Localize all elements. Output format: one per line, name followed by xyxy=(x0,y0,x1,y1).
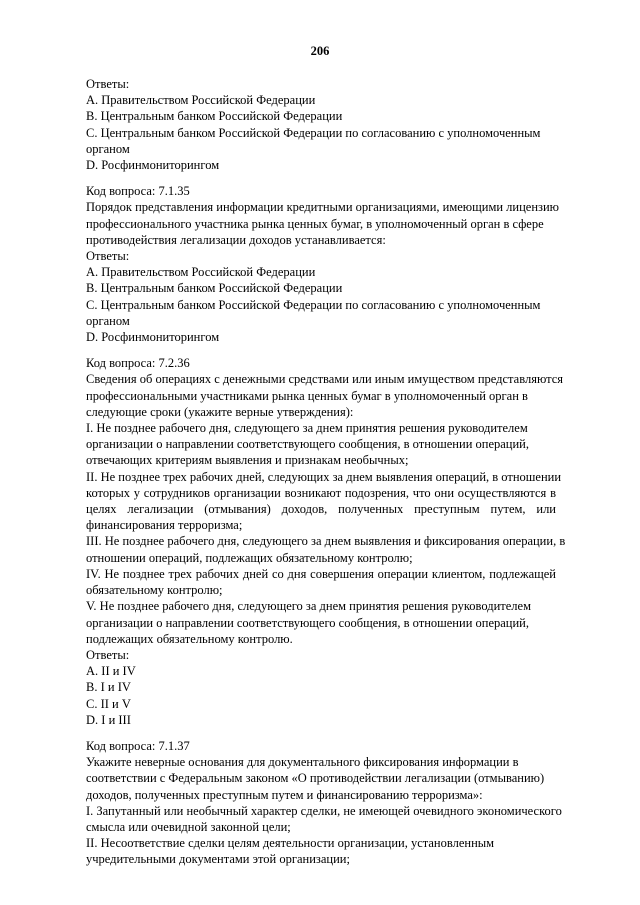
text-line: A. Правительством Российской Федерации xyxy=(86,265,316,280)
text-line: смысла или очевидной законной цели; xyxy=(86,819,291,834)
text-line: II. Несоответствие сделки целям деятельности организации, установленным xyxy=(86,836,495,851)
text-line: B. Центральным банком Российской Федерации xyxy=(86,109,343,124)
text-line: B. Центральным банком Российской Федерации xyxy=(86,281,343,296)
text-line: Ответы: xyxy=(86,647,130,662)
text-line: Укажите неверные основания для документального фиксирования информации в xyxy=(86,755,519,770)
text-line: подлежащих обязательному контролю. xyxy=(86,631,293,646)
text-line: соответствии с Федеральным законом «О противодействии легализации (отмыванию) xyxy=(86,771,545,786)
text-line: C. Центральным банком Российской Федерации по согласованию с уполномоченным xyxy=(86,297,541,312)
text-line: профессиональными участниками рынка ценных бумаг в уполномоченный орган в xyxy=(86,388,528,403)
text-line: B. I и IV xyxy=(86,680,131,695)
text-line: организации о направлении соответствующего сообщения, в отношении операций, xyxy=(86,437,529,452)
text-line: которых у сотрудников организации возникают подозрения, что они осуществляются в xyxy=(86,485,556,500)
question-7-1-37 xyxy=(86,738,562,868)
text-line: Порядок представления информации кредитными организациями, имеющими лицензию xyxy=(86,200,560,215)
text-line: D. I и III xyxy=(86,712,131,727)
text-line: организации о направлении соответствующего сообщения, в отношении операций, xyxy=(86,615,529,630)
document-body xyxy=(86,76,566,868)
answers-block-previous xyxy=(86,76,556,173)
text-line: Сведения об операциях с денежными средствами или иным имуществом представляются xyxy=(86,372,564,387)
text-line: обязательному контролю; xyxy=(86,583,223,598)
text-line: противодействия легализации доходов устанавливается: xyxy=(86,232,386,247)
text-line: следующие сроки (укажите верные утверждения): xyxy=(86,404,354,419)
text-line: Код вопроса: 7.1.37 xyxy=(86,738,190,753)
text-line: Код вопроса: 7.1.35 xyxy=(86,184,190,199)
text-line: отношении операций, подлежащих обязательному контролю; xyxy=(86,550,413,565)
text-line: I. Запутанный или необычный характер сделки, не имеющей очевидного экономического xyxy=(86,803,562,818)
text-line: A. II и IV xyxy=(86,664,136,679)
text-line: профессионального участника рынка ценных бумаг, в уполномоченный орган в сфере xyxy=(86,216,544,231)
text-line: II. Не позднее трех рабочих дней, следующих за днем выявления операций, в отношении xyxy=(86,469,562,484)
text-line: V. Не позднее рабочего дня, следующего за днем принятия решения руководителем xyxy=(86,599,531,614)
text-line: целях легализации (отмывания) доходов, полученных преступным путем, или xyxy=(86,502,556,517)
text-line: A. Правительством Российской Федерации xyxy=(86,93,316,108)
text-line: органом xyxy=(86,313,130,328)
text-line: C. II и V xyxy=(86,696,131,711)
text-line: финансирования терроризма; xyxy=(86,518,243,533)
text-line: органом xyxy=(86,141,130,156)
text-line: C. Центральным банком Российской Федерации по согласованию с уполномоченным xyxy=(86,125,541,140)
page-number: 206 xyxy=(310,44,330,58)
text-line: Ответы: xyxy=(86,249,130,264)
question-7-1-35 xyxy=(86,183,560,345)
text-line: отвечающих критериям выявления и признакам необычных; xyxy=(86,453,409,468)
text-line: I. Не позднее рабочего дня, следующего за днем принятия решения руководителем xyxy=(86,421,528,436)
text-line: Ответы: xyxy=(86,77,130,91)
text-line: D. Росфинмониторингом xyxy=(86,158,220,173)
text-line: учредительными документами этой организации; xyxy=(86,852,350,867)
text-line: D. Росфинмониторингом xyxy=(86,330,220,345)
question-7-2-36 xyxy=(86,355,566,728)
text-line: III. Не позднее рабочего дня, следующего за днем выявления и фиксирования операции, в xyxy=(86,534,566,549)
text-line: IV. Не позднее трех рабочих дней со дня совершения операции клиентом, подлежащей xyxy=(86,566,556,581)
text-line: Код вопроса: 7.2.36 xyxy=(86,356,190,371)
text-line: доходов, полученных преступным путем и финансированию терроризма»: xyxy=(86,787,483,802)
